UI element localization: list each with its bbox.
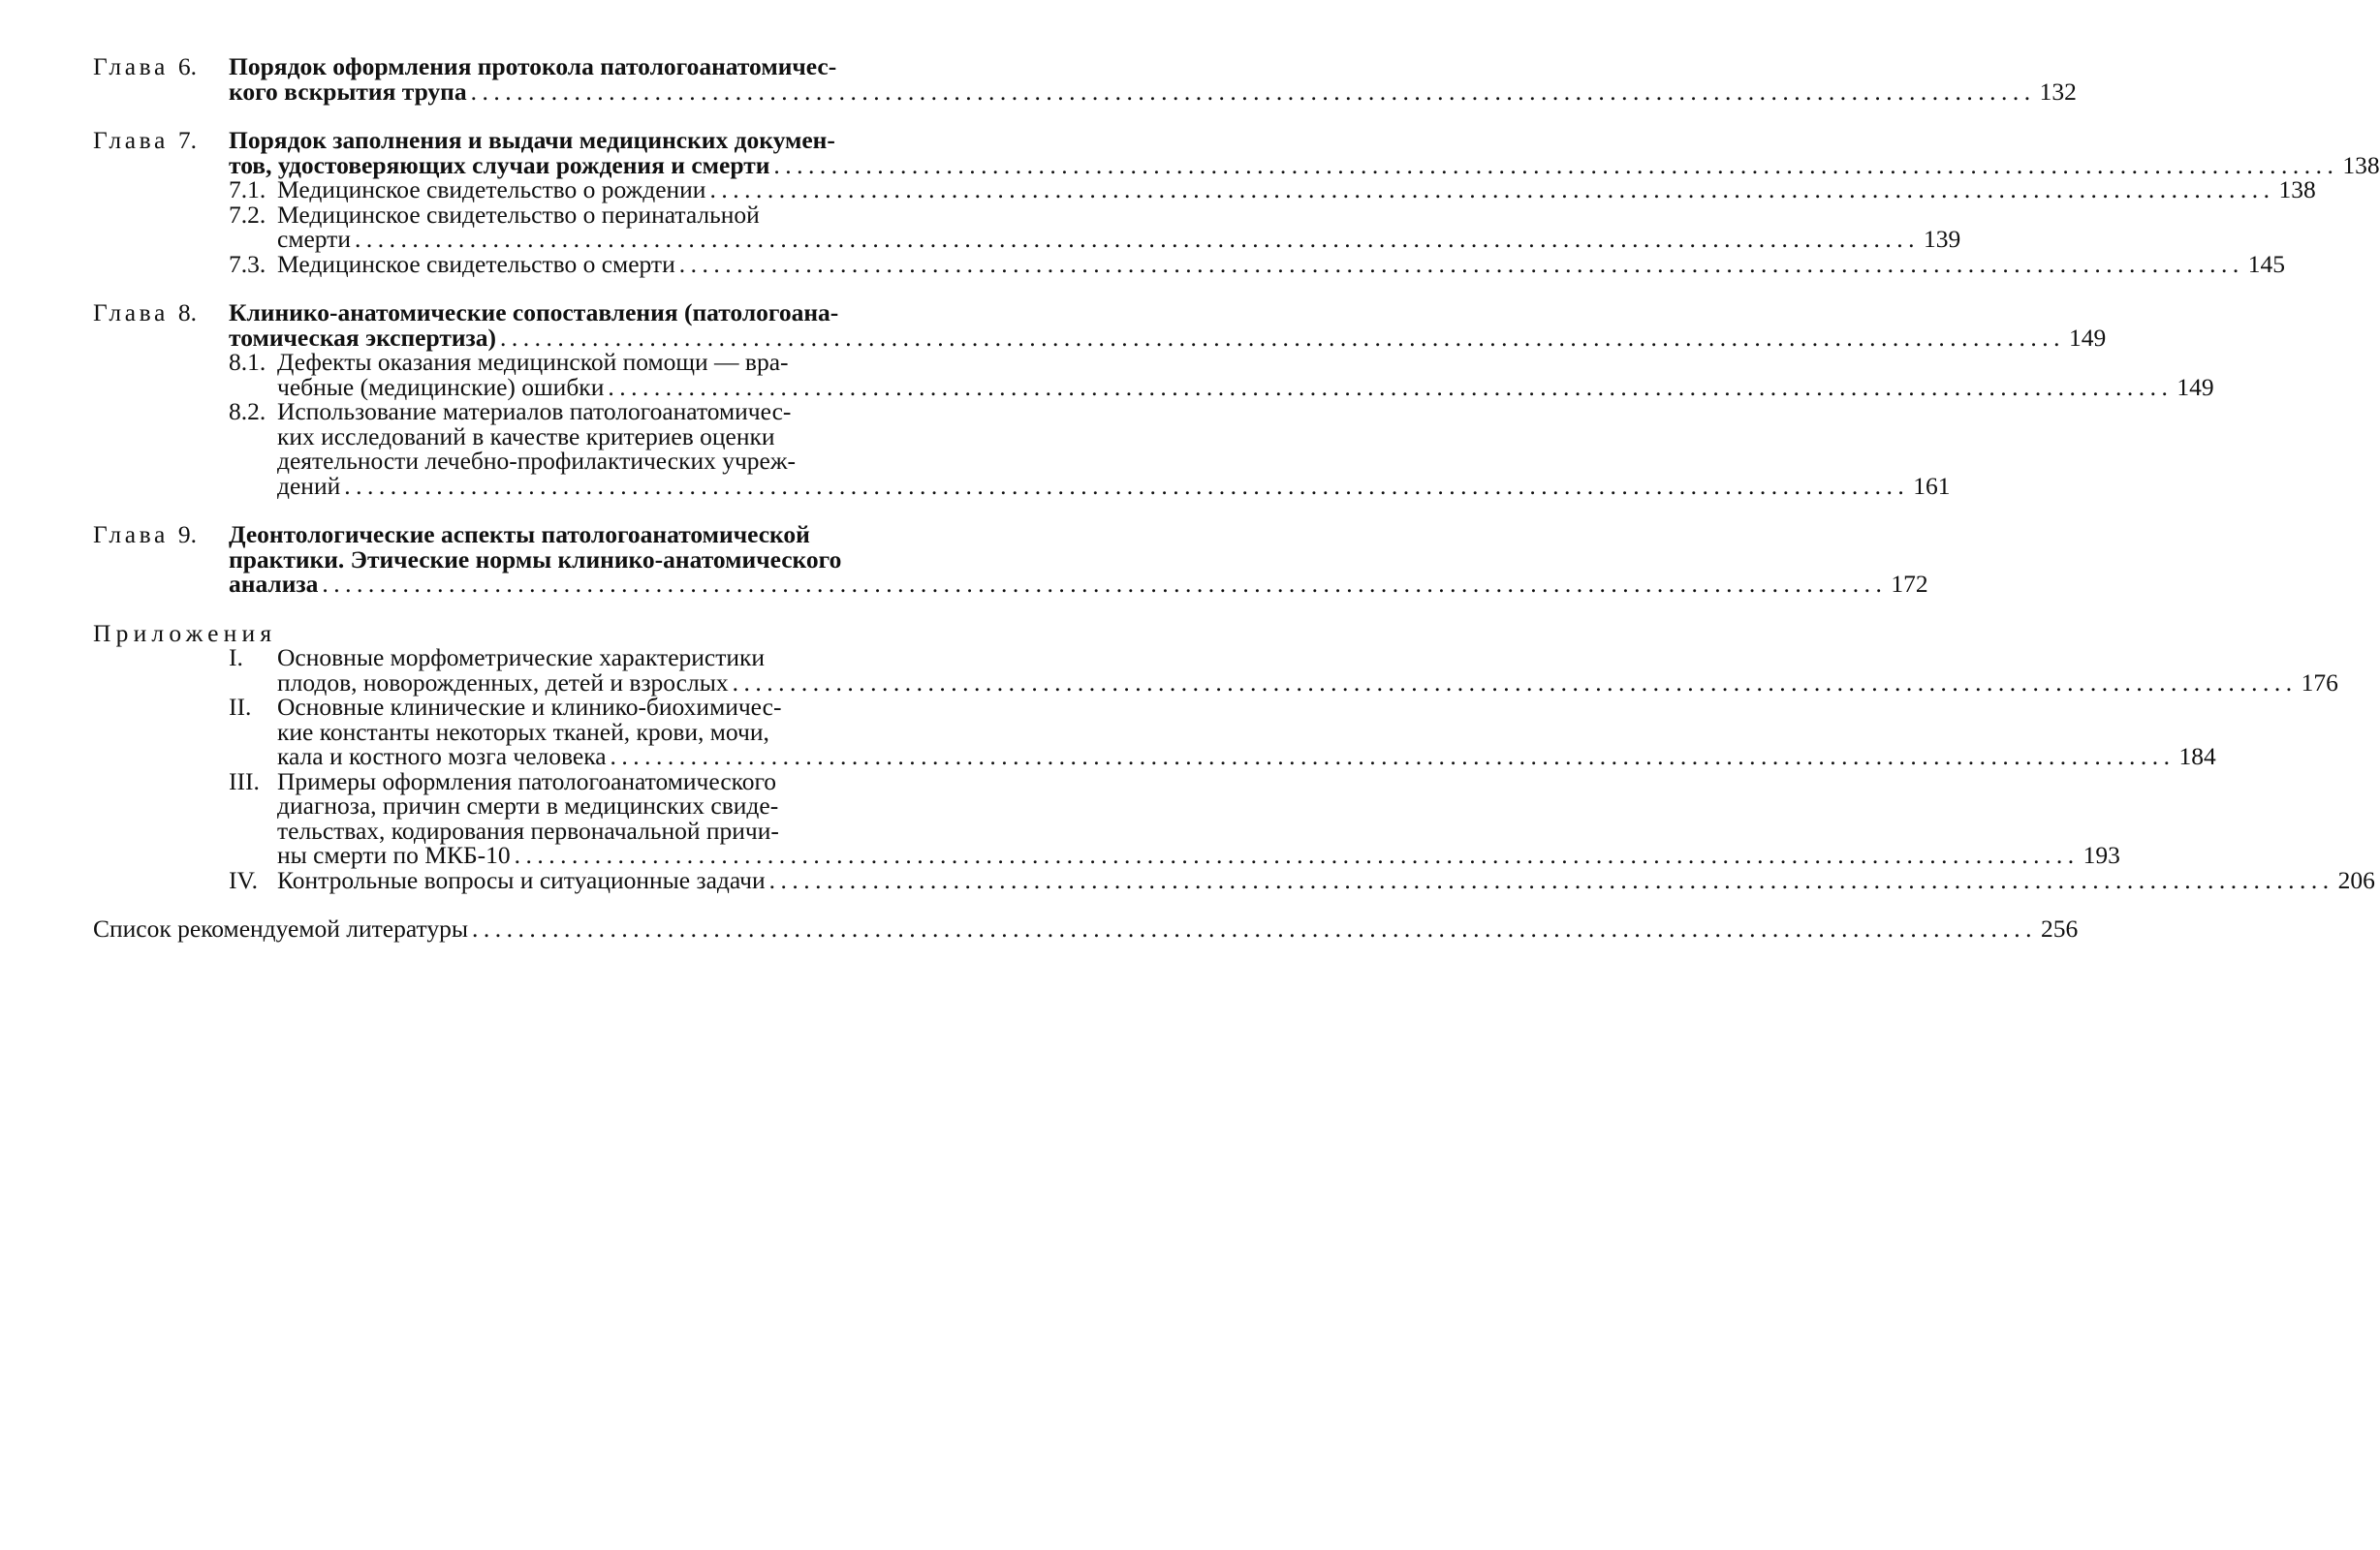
toc-section-8-2 bbox=[229, 397, 1951, 500]
dot-leader: ........................................................................................................................................ bbox=[773, 150, 2339, 179]
chapter-number: 8. bbox=[177, 298, 197, 326]
page-number: 138 bbox=[2278, 175, 2316, 203]
page-number: 193 bbox=[2082, 841, 2120, 869]
dot-leader: ........................................................................................................................................ bbox=[470, 77, 2036, 106]
chapter-title-line: Клинико-анатомические сопоставления (патологоана- bbox=[229, 298, 839, 326]
toc-entry-line bbox=[229, 570, 1928, 598]
section-title-line: Медицинское свидетельство о рождении bbox=[277, 175, 706, 203]
toc-entry-line bbox=[229, 323, 2107, 352]
toc-entry-line bbox=[229, 77, 2077, 106]
page-number: 206 bbox=[2337, 865, 2375, 894]
chapter-title-line: кого вскрытия трупа bbox=[229, 77, 467, 106]
toc-entry-line bbox=[93, 914, 2079, 943]
appendices-heading: Приложения bbox=[93, 618, 277, 647]
page-number: 149 bbox=[2069, 323, 2107, 352]
section-title-line: Дефекты оказания медицинской помощи — вра- bbox=[277, 348, 789, 376]
dot-leader: ........................................................................................................................................ bbox=[732, 667, 2298, 697]
chapter-number: 9. bbox=[177, 520, 197, 548]
appendix-title-line: кала и костного мозга человека bbox=[277, 742, 607, 770]
toc-section-7-2 bbox=[229, 200, 1961, 253]
toc-appendix-4 bbox=[229, 865, 2375, 894]
toc-section-7-1 bbox=[229, 175, 2316, 203]
chapter-number: 6. bbox=[177, 52, 197, 80]
dot-leader: ........................................................................................................................................ bbox=[678, 249, 2244, 278]
appendix-title-line: диагноза, причин смерти в медицинских свиде- bbox=[277, 791, 779, 820]
chapter-title-line: анализа bbox=[229, 570, 319, 598]
section-title-line: смерти bbox=[277, 225, 351, 253]
dot-leader: ........................................................................................................................................ bbox=[709, 175, 2275, 203]
chapter-prefix: Глава bbox=[93, 52, 169, 80]
table-of-contents bbox=[93, 52, 2380, 943]
appendix-number: II. bbox=[229, 693, 252, 721]
toc-chapter-6 bbox=[93, 52, 2077, 106]
dot-leader: ........................................................................................................................................ bbox=[500, 323, 2066, 352]
chapter-prefix: Глава bbox=[93, 520, 169, 548]
page-number: 149 bbox=[2176, 372, 2214, 401]
appendix-number: III. bbox=[229, 766, 260, 795]
toc-entry-line bbox=[229, 150, 2380, 179]
dot-leader: ........................................................................................................................................ bbox=[768, 865, 2334, 894]
dot-leader: ........................................................................................................................................ bbox=[322, 570, 1888, 598]
dot-leader: ........................................................................................................................................ bbox=[344, 471, 1910, 500]
toc-entry-line bbox=[277, 667, 2338, 697]
dot-leader: ........................................................................................................................................ bbox=[354, 225, 1920, 253]
toc-section-8-1 bbox=[229, 348, 2214, 401]
toc-appendices bbox=[93, 618, 2375, 894]
page-number: 132 bbox=[2039, 77, 2077, 106]
toc-entry-line bbox=[277, 471, 1951, 500]
toc-chapter-8 bbox=[93, 298, 2214, 500]
toc-entry-line bbox=[277, 225, 1961, 253]
section-number: 7.3. bbox=[229, 249, 266, 278]
appendix-title-line: ны смерти по МКБ-10 bbox=[277, 841, 511, 869]
section-title-line: Медицинское свидетельство о перинатальной bbox=[277, 200, 760, 229]
toc-entry-line bbox=[277, 865, 2375, 894]
toc-entry-line bbox=[277, 175, 2316, 203]
toc-appendix-3 bbox=[229, 766, 2120, 869]
dot-leader: ........................................................................................................................................ bbox=[471, 914, 2037, 943]
page-number: 138 bbox=[2342, 150, 2380, 179]
appendix-title-line: Контрольные вопросы и ситуационные задачи bbox=[277, 865, 766, 894]
section-title-line: ких исследований в качестве критериев оценки bbox=[277, 421, 775, 450]
toc-appendix-1 bbox=[229, 643, 2338, 697]
chapter-title-line: томическая экспертиза) bbox=[229, 323, 497, 352]
appendix-title-line: Основные морфометрические характеристики bbox=[277, 643, 766, 671]
toc-section-7-3 bbox=[229, 249, 2285, 278]
chapter-title-line: Деонтологические аспекты патологоанатомической bbox=[229, 520, 810, 548]
chapter-number: 7. bbox=[177, 126, 197, 154]
toc-entry-line bbox=[277, 372, 2214, 401]
page-number: 184 bbox=[2178, 742, 2216, 770]
chapter-prefix: Глава bbox=[93, 126, 169, 154]
section-title-line: деятельности лечебно-профилактических учреж- bbox=[277, 447, 796, 475]
page-number: 256 bbox=[2040, 914, 2079, 943]
toc-entry-line bbox=[277, 742, 2216, 770]
section-title-line: Медицинское свидетельство о смерти bbox=[277, 249, 675, 278]
page-number: 139 bbox=[1923, 225, 1961, 253]
page-number: 161 bbox=[1913, 471, 1951, 500]
section-number: 8.2. bbox=[229, 397, 266, 425]
appendix-title-line: кие константы некоторых тканей, крови, мочи, bbox=[277, 717, 769, 746]
section-number: 8.1. bbox=[229, 348, 266, 376]
chapter-title-line: Порядок заполнения и выдачи медицинских докумен- bbox=[229, 126, 835, 154]
appendix-number: I. bbox=[229, 643, 243, 671]
dot-leader: ........................................................................................................................................ bbox=[608, 372, 2174, 401]
chapter-title-line: тов, удостоверяющих случаи рождения и смерти bbox=[229, 150, 770, 179]
toc-chapter-7 bbox=[93, 126, 2380, 278]
appendix-number: IV. bbox=[229, 865, 258, 894]
appendix-title-line: тельствах, кодирования первоначальной причи- bbox=[277, 816, 779, 845]
toc-entry-line bbox=[277, 841, 2120, 869]
dot-leader: ........................................................................................................................................ bbox=[610, 742, 2176, 770]
chapter-title-line: практики. Этические нормы клинико-анатомического bbox=[229, 544, 842, 574]
page-number: 145 bbox=[2247, 249, 2285, 278]
toc-entry-line bbox=[277, 249, 2285, 278]
toc-appendix-2 bbox=[229, 693, 2216, 770]
appendix-title-line: Примеры оформления патологоанатомического bbox=[277, 766, 777, 795]
section-title-line: дений bbox=[277, 471, 341, 500]
section-number: 7.2. bbox=[229, 200, 266, 229]
chapter-title-line: Порядок оформления протокола патологоанатомичес- bbox=[229, 52, 837, 80]
page-number: 176 bbox=[2301, 667, 2338, 697]
section-number: 7.1. bbox=[229, 175, 266, 203]
toc-references bbox=[93, 914, 2079, 943]
page-number: 172 bbox=[1891, 570, 1928, 598]
dot-leader: ........................................................................................................................................ bbox=[514, 841, 2080, 869]
appendix-title-line: Основные клинические и клинико-биохимичес- bbox=[277, 693, 782, 721]
section-title-line: чебные (медицинские) ошибки bbox=[277, 372, 605, 401]
chapter-prefix: Глава bbox=[93, 298, 169, 326]
toc-chapter-9 bbox=[93, 520, 1928, 598]
appendix-title-line: плодов, новорожденных, детей и взрослых bbox=[277, 667, 729, 697]
references-title: Список рекомендуемой литературы bbox=[93, 914, 468, 943]
section-title-line: Использование материалов патологоанатомичес- bbox=[277, 397, 792, 425]
